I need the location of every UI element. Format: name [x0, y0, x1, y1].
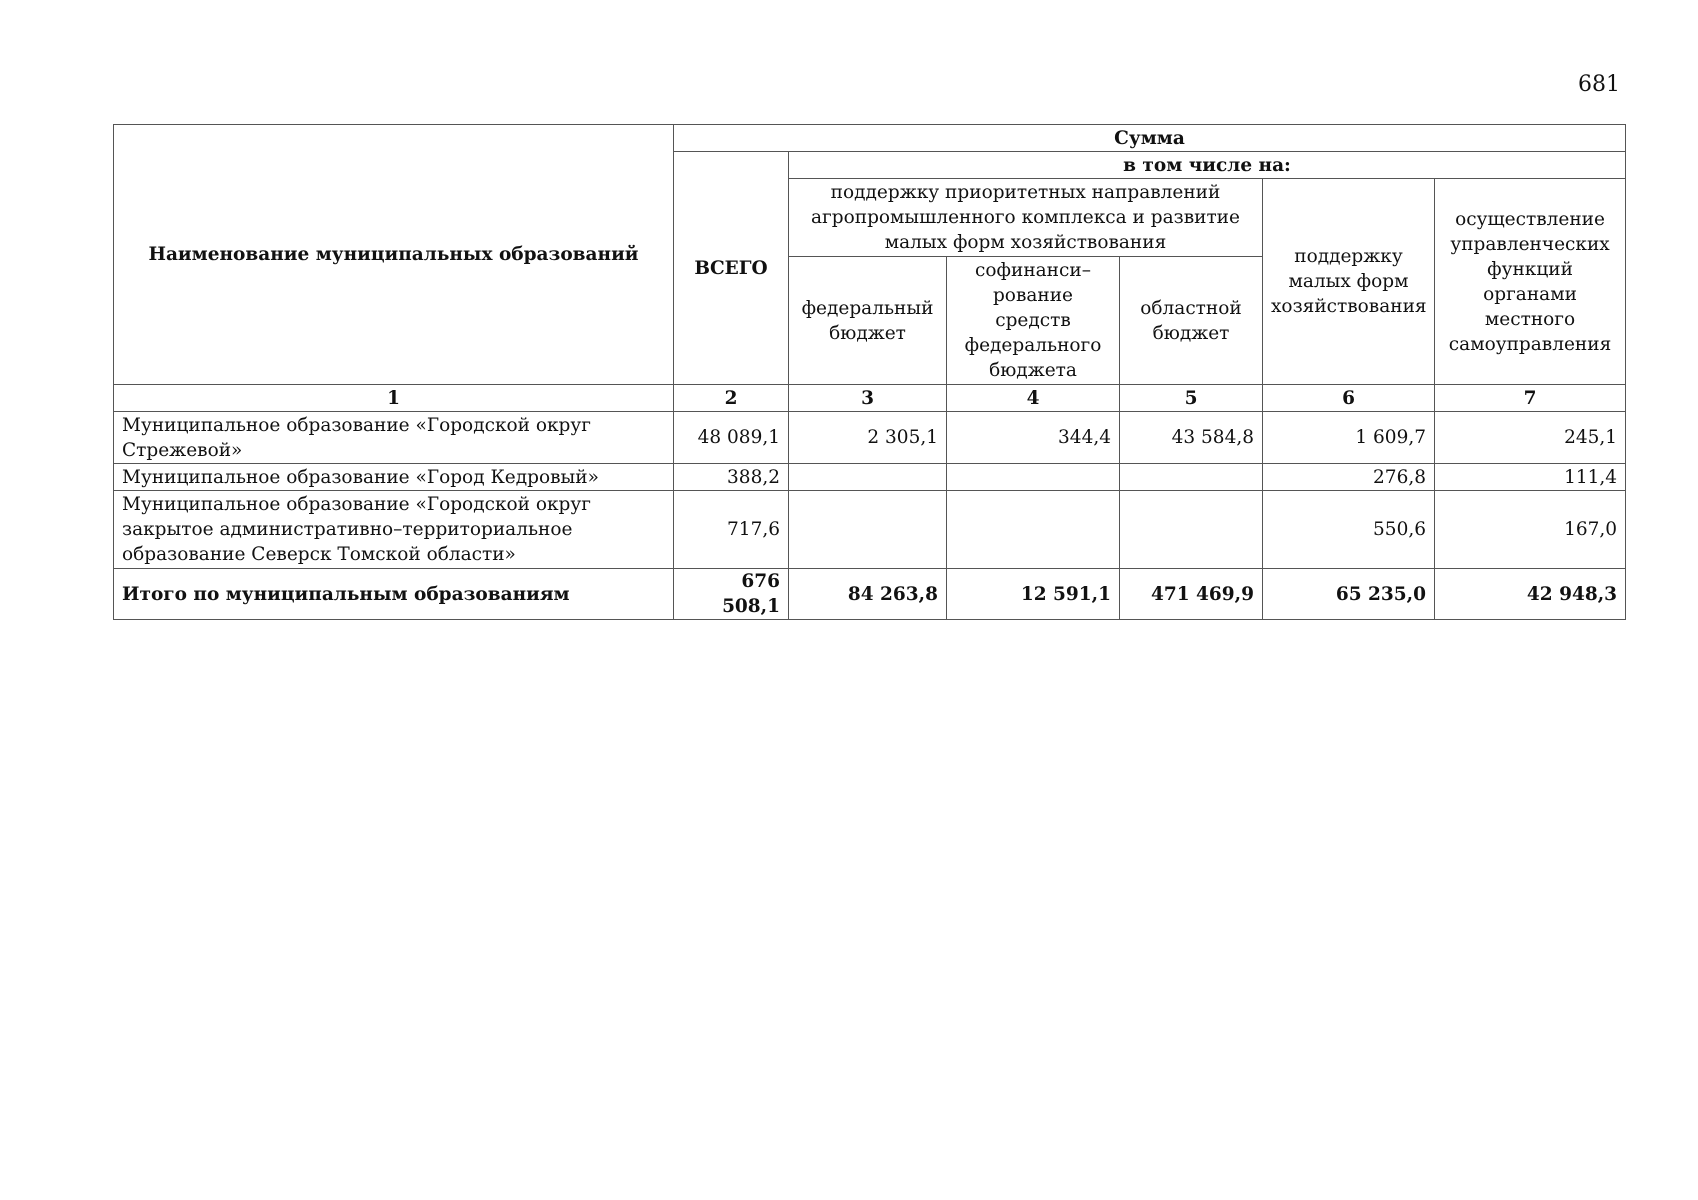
row-value — [1120, 491, 1263, 569]
row-value — [1120, 464, 1263, 491]
header-cofinancing: софинанси–рование средств федерального бюджета — [947, 257, 1120, 385]
row-value: 43 584,8 — [1120, 412, 1263, 464]
total-value: 42 948,3 — [1435, 569, 1626, 620]
header-name: Наименование муниципальных образований — [114, 125, 674, 385]
column-number: 5 — [1120, 385, 1263, 412]
row-value: 48 089,1 — [674, 412, 789, 464]
column-number: 6 — [1263, 385, 1435, 412]
row-value: 388,2 — [674, 464, 789, 491]
table-row — [114, 464, 1626, 491]
row-value: 1 609,7 — [1263, 412, 1435, 464]
total-value: 471 469,9 — [1120, 569, 1263, 620]
column-number: 7 — [1435, 385, 1626, 412]
row-name: Муниципальное образование «Городской округ Стрежевой» — [114, 412, 674, 464]
total-row-name: Итого по муниципальным образованиям — [114, 569, 674, 620]
column-number-row — [114, 385, 1626, 412]
column-number: 4 — [947, 385, 1120, 412]
row-value: 276,8 — [1263, 464, 1435, 491]
header-including: в том числе на: — [789, 152, 1626, 179]
row-value: 111,4 — [1435, 464, 1626, 491]
column-number: 3 — [789, 385, 947, 412]
table-row — [114, 491, 1626, 569]
header-row-1 — [114, 125, 1626, 152]
header-agro-support: поддержку приоритетных направлений агропромышленного комплекса и развитие малых форм хозяйствования — [789, 179, 1263, 257]
header-management: осуществление управленческих функций органами местного самоуправления — [1435, 179, 1626, 385]
row-value: 717,6 — [674, 491, 789, 569]
row-value: 344,4 — [947, 412, 1120, 464]
total-value: 12 591,1 — [947, 569, 1120, 620]
row-value: 550,6 — [1263, 491, 1435, 569]
row-name: Муниципальное образование «Городской округ закрытое административно–территориальное образование Северск Томской области» — [114, 491, 674, 569]
row-value — [947, 491, 1120, 569]
table-row — [114, 412, 1626, 464]
row-value: 245,1 — [1435, 412, 1626, 464]
row-value — [789, 491, 947, 569]
header-regional-budget: областной бюджет — [1120, 257, 1263, 385]
header-small-forms: поддержку малых форм хозяйствования — [1263, 179, 1435, 385]
column-number: 2 — [674, 385, 789, 412]
budget-table — [113, 124, 1626, 620]
total-row — [114, 569, 1626, 620]
total-value: 65 235,0 — [1263, 569, 1435, 620]
header-sum: Сумма — [674, 125, 1626, 152]
row-value: 167,0 — [1435, 491, 1626, 569]
total-value: 676 508,1 — [674, 569, 789, 620]
header-federal-budget: федеральный бюджет — [789, 257, 947, 385]
column-number: 1 — [114, 385, 674, 412]
row-value — [789, 464, 947, 491]
total-value: 84 263,8 — [789, 569, 947, 620]
page-number: 681 — [1578, 72, 1620, 97]
row-name: Муниципальное образование «Город Кедровый» — [114, 464, 674, 491]
header-total: ВСЕГО — [674, 152, 789, 385]
row-value — [947, 464, 1120, 491]
row-value: 2 305,1 — [789, 412, 947, 464]
